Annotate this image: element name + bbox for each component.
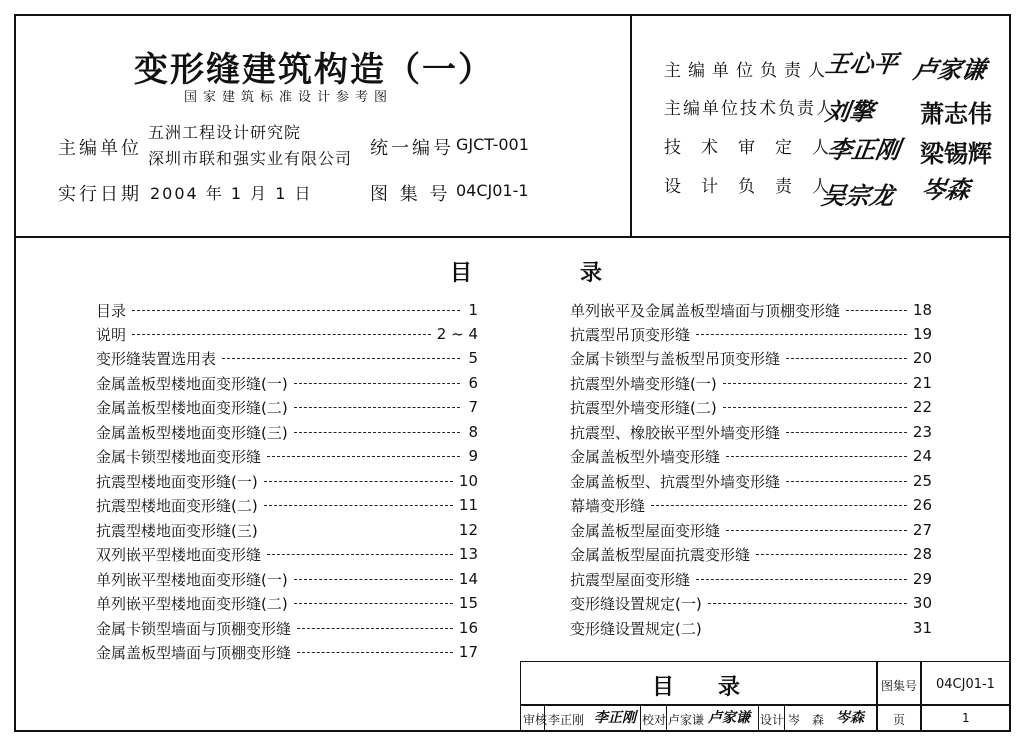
toc-entry-page: 9 (468, 447, 478, 465)
toc-entry (570, 618, 932, 638)
title-block-cell-divider (640, 704, 641, 732)
toc-entry-title: 金属盖板型外墙变形缝 (570, 447, 721, 466)
toc-leader (294, 432, 460, 433)
atlas-number-value: 04CJ01-1 (456, 181, 529, 200)
toc-leader (264, 481, 453, 482)
toc-leader (267, 456, 460, 457)
toc-leader (723, 383, 907, 384)
page-label: 页 (893, 713, 906, 727)
toc-entry (570, 471, 932, 491)
toc-entry-page: 11 (458, 496, 478, 514)
reviewer-label: 审核 (523, 713, 548, 727)
toc-entry-title: 金属卡锁型与盖板型吊顶变形缝 (570, 349, 781, 368)
atlas-title: 变形缝建筑构造（一） (134, 50, 494, 90)
toc-entry (96, 569, 478, 589)
toc-entry-title: 单列嵌平型楼地面变形缝(二) (96, 594, 288, 613)
checker-signature: 卢家谦 (708, 710, 750, 726)
toc-entry-title: 抗震型屋面变形缝 (570, 570, 691, 589)
toc-entry-page: 19 (912, 325, 932, 343)
header-divider (14, 236, 1011, 238)
toc-entry (96, 348, 478, 368)
toc-heading-left: 目 (450, 261, 473, 286)
toc-entry-title: 抗震型楼地面变形缝(三) (96, 521, 258, 540)
signature: 刘擎 (823, 97, 876, 126)
toc-leader (294, 407, 460, 408)
toc-entry-title: 金属盖板型屋面抗震变形缝 (570, 545, 751, 564)
toc-leader (756, 554, 907, 555)
toc-entry (96, 397, 478, 417)
toc-entry-page: 26 (912, 496, 932, 514)
toc-entry-page: 20 (912, 349, 932, 367)
toc-entry-title: 金属盖板型墙面与顶棚变形缝 (96, 643, 292, 662)
toc-leader (726, 456, 907, 457)
toc-entry (96, 373, 478, 393)
editor-unit-label: 主编单位 (58, 138, 142, 159)
title-block-cell-divider (758, 704, 759, 732)
toc-leader (696, 334, 907, 335)
toc-entry (570, 593, 932, 613)
toc-entry (96, 544, 478, 564)
toc-leader (132, 334, 431, 335)
toc-entry (96, 422, 478, 442)
toc-entry-page: 6 (468, 374, 478, 392)
toc-leader (708, 628, 907, 629)
toc-entry-page: 24 (912, 447, 932, 465)
toc-entry-title: 抗震型楼地面变形缝(二) (96, 496, 258, 515)
toc-entry (96, 471, 478, 491)
toc-entry (96, 520, 478, 540)
page-value: 1 (962, 711, 970, 725)
drawing-title: 目 录 (652, 675, 741, 700)
toc-entry-page: 30 (912, 594, 932, 612)
signature: 王心平 (823, 49, 900, 78)
toc-entry (570, 300, 932, 320)
toc-entry-page: 28 (912, 545, 932, 563)
toc-entry-page: 2 ~ 4 (436, 325, 478, 343)
toc-entry-page: 1 (468, 301, 478, 319)
toc-leader (786, 481, 907, 482)
toc-leader (726, 530, 907, 531)
designer-label: 设计 (760, 713, 785, 727)
signature: 李正刚 (825, 135, 902, 164)
toc-entry-page: 27 (912, 521, 932, 539)
title-block-col-divider (876, 661, 878, 732)
toc-entry-title: 双列嵌平型楼地面变形缝 (96, 545, 262, 564)
editor-unit-line-1: 五洲工程设计研究院 (148, 123, 302, 142)
toc-leader (294, 579, 453, 580)
toc-entry-page: 10 (458, 472, 478, 490)
toc-entry (570, 569, 932, 589)
toc-entry (96, 324, 478, 344)
signature: 梁锡辉 (920, 139, 992, 168)
title-block-row-divider (520, 704, 1011, 706)
toc-entry-title: 抗震型外墙变形缝(一) (570, 374, 717, 393)
signature: 岑森 (919, 175, 972, 204)
toc-entry-page: 5 (468, 349, 478, 367)
reviewer-signature: 李正刚 (594, 710, 636, 726)
toc-entry-page: 8 (468, 423, 478, 441)
toc-entry-title: 变形缝设置规定(一) (570, 594, 702, 613)
toc-entry-title: 金属卡锁型墙面与顶棚变形缝 (96, 619, 292, 638)
toc-leader (264, 505, 453, 506)
toc-leader (294, 383, 460, 384)
responsibility-label-3: 技术审定人 (664, 138, 849, 158)
toc-entry-title: 抗震型外墙变形缝(二) (570, 398, 717, 417)
atlas-subtitle: 国家建筑标准设计参考图 (184, 90, 394, 105)
toc-entry-title: 抗震型楼地面变形缝(一) (96, 472, 258, 491)
toc-entry (96, 446, 478, 466)
toc-entry-page: 25 (912, 472, 932, 490)
implementation-date-label: 实行日期 (58, 184, 142, 205)
toc-entry-title: 单列嵌平型楼地面变形缝(一) (96, 570, 288, 589)
toc-leader (786, 358, 907, 359)
title-block-col-divider (920, 661, 922, 732)
toc-leader (297, 628, 453, 629)
signature: 卢家谦 (911, 55, 988, 84)
toc-entry-page: 12 (458, 521, 478, 539)
toc-entry-page: 13 (458, 545, 478, 563)
responsibility-label-1: 主编单位负责人 (664, 61, 832, 81)
toc-entry-title: 金属盖板型楼地面变形缝(三) (96, 423, 288, 442)
toc-leader (267, 554, 453, 555)
toc-entry (570, 397, 932, 417)
designer-name: 岑 森 (788, 713, 825, 727)
toc-leader (222, 358, 460, 359)
responsibility-label-2: 主编单位技术负责人 (664, 99, 835, 119)
toc-entry-title: 变形缝装置选用表 (96, 349, 217, 368)
reviewer-name: 李正刚 (548, 713, 585, 727)
signature: 吴宗龙 (819, 181, 896, 210)
toc-entry (570, 422, 932, 442)
toc-entry-title: 目录 (96, 301, 127, 320)
toc-entry-page: 29 (912, 570, 932, 588)
toc-entry (96, 642, 478, 662)
toc-leader (696, 579, 907, 580)
toc-entry (570, 520, 932, 540)
toc-entry (96, 618, 478, 638)
toc-entry (570, 373, 932, 393)
atlas-number-label: 图 集 号 (370, 184, 451, 205)
toc-entry-title: 金属盖板型屋面变形缝 (570, 521, 721, 540)
toc-leader (708, 603, 907, 604)
toc-entry-page: 18 (912, 301, 932, 319)
toc-entry (570, 446, 932, 466)
toc-leader (651, 505, 907, 506)
toc-entry-title: 金属盖板型楼地面变形缝(一) (96, 374, 288, 393)
atlas-number-value: 04CJ01-1 (936, 677, 995, 692)
toc-heading-right: 录 (580, 261, 603, 286)
responsibility-label-4: 设计负责人 (664, 177, 849, 197)
toc-entry-title: 单列嵌平及金属盖板型墙面与顶棚变形缝 (570, 301, 841, 320)
toc-entry-page: 7 (468, 398, 478, 416)
toc-entry-page: 17 (458, 643, 478, 661)
toc-entry-title: 幕墙变形缝 (570, 496, 646, 515)
toc-entry-page: 15 (458, 594, 478, 612)
toc-leader (132, 310, 460, 311)
uniform-number-value: GJCT-001 (456, 135, 529, 154)
toc-entry-page: 21 (912, 374, 932, 392)
toc-leader (294, 603, 453, 604)
toc-entry-page: 14 (458, 570, 478, 588)
toc-leader (723, 407, 907, 408)
title-block-cell-divider (666, 704, 667, 732)
toc-entry-title: 说明 (96, 325, 127, 344)
toc-entry-page: 31 (912, 619, 932, 637)
uniform-number-label: 统一编号 (370, 138, 454, 159)
toc-entry (96, 593, 478, 613)
designer-signature: 岑森 (836, 710, 864, 726)
atlas-number-label: 图集号 (881, 679, 918, 693)
toc-entry (570, 324, 932, 344)
toc-entry-page: 23 (912, 423, 932, 441)
header-vertical-divider (630, 14, 632, 237)
toc-leader (846, 310, 907, 311)
toc-entry (570, 495, 932, 515)
toc-entry (570, 348, 932, 368)
toc-entry (96, 300, 478, 320)
toc-entry-page: 22 (912, 398, 932, 416)
checker-name: 卢家谦 (668, 713, 705, 727)
toc-entry (96, 495, 478, 515)
toc-entry-page: 16 (458, 619, 478, 637)
toc-entry-title: 金属盖板型、抗震型外墙变形缝 (570, 472, 781, 491)
title-block-cell-divider (784, 704, 785, 732)
toc-leader (297, 652, 453, 653)
toc-leader (786, 432, 907, 433)
checker-label: 校对 (642, 713, 667, 727)
editor-unit-line-2: 深圳市联和强实业有限公司 (148, 149, 353, 168)
toc-entry-title: 抗震型、橡胶嵌平型外墙变形缝 (570, 423, 781, 442)
toc-entry-title: 金属卡锁型楼地面变形缝 (96, 447, 262, 466)
toc-entry-title: 金属盖板型楼地面变形缝(二) (96, 398, 288, 417)
toc-entry (570, 544, 932, 564)
signature: 萧志伟 (920, 99, 992, 128)
toc-entry-title: 抗震型吊顶变形缝 (570, 325, 691, 344)
implementation-date-value: 2004 年 1 月 1 日 (150, 184, 313, 203)
toc-leader (264, 530, 453, 531)
toc-entry-title: 变形缝设置规定(二) (570, 619, 702, 638)
